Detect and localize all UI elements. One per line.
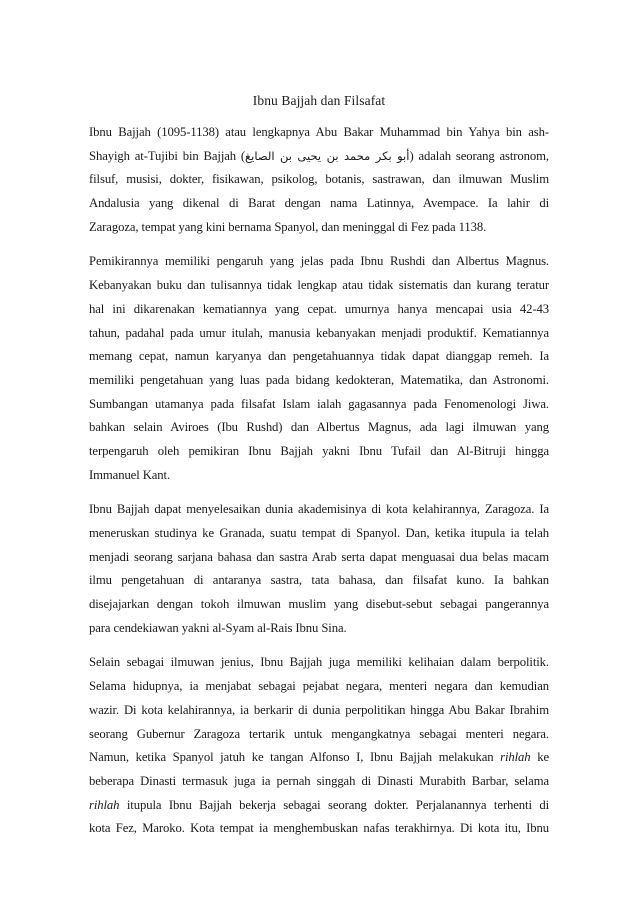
text-line: wazir. Di kota kelahirannya, ia berkarir di dunia perpolitikan hingga Abu Bakar Ibrahim	[89, 702, 549, 717]
text-line: Selama hidupnya, ia menjabat sebagai pejabat negara, menteri negara dan kemudian	[89, 679, 549, 694]
text-line: terpengaruh oleh pemikiran Ibnu Bajjah yakni Ibnu Tufail dan Al-Bitruji hingga	[89, 443, 549, 458]
text-segment: ke	[530, 750, 549, 765]
paragraph-2	[89, 250, 549, 487]
text-line: memiliki pengetahuan yang luas pada bidang kedokteran, Matematika, dan Astronomi.	[89, 372, 549, 387]
text-segment: Namun, ketika Spanyol jatuh ke tangan Alfonso I, Ibnu Bajjah melakukan	[89, 750, 501, 765]
text-line: tahun, padahal pada umur itulah, manusia kebanyakan menjadi produktif. Kematiannya	[89, 325, 549, 340]
text-segment: ) adalah seorang astronom,	[409, 148, 549, 163]
text-line: Pemikirannya memiliki pengaruh yang jelas pada Ibnu Rushdi dan Albertus Magnus.	[89, 254, 549, 269]
text-line: Kebanyakan buku dan tulisannya tidak lengkap atau tidak sistematis dan kurang teratur	[89, 278, 549, 293]
text-line: Selain sebagai ilmuwan jenius, Ibnu Bajjah juga memiliki kelihaian dalam berpolitik.	[89, 655, 549, 670]
text-line: Zaragoza, tempat yang kini bernama Spanyol, dan meninggal di Fez pada 1138.	[89, 219, 487, 234]
paragraph-1	[89, 121, 549, 239]
text-line: memang cepat, namun karyanya dan pengetahuannya tidak dapat dianggap remeh. Ia	[89, 349, 549, 364]
paragraph-4	[89, 651, 549, 841]
text-line: para cendekiawan yakni al-Syam al-Rais Ibnu Sina.	[89, 620, 347, 635]
arabic-name: أبو بكر محمد بن يحيى بن الصايغ	[245, 148, 410, 163]
paragraph-3	[89, 498, 549, 640]
text-line: Immanuel Kant.	[89, 467, 171, 482]
text-line: meneruskan studinya ke Granada, suatu tempat di Spanyol. Dan, ketika itupula ia telah	[89, 526, 549, 540]
text-line: ilmu pengetahuan di antaranya sastra, tata bahasa, dan filsafat kuno. Ia bahkan	[89, 573, 549, 588]
text-line: kota Fez, Maroko. Kota tempat ia menghembuskan nafas terakhirnya. Di kota itu, Ibnu	[89, 821, 549, 836]
text-line	[89, 794, 549, 818]
text-line: Andalusia yang dikenal di Barat dengan nama Latinnya, Avempace. Ia lahir di	[89, 196, 549, 211]
text-line: hal ini dikarenakan kematiannya yang cepat. umurnya hanya mencapai usia 42-43	[89, 301, 549, 316]
text-line: beberapa Dinasti termasuk juga ia pernah singgah di Dinasti Murabith Barbar, selama	[89, 773, 549, 788]
italic-term: rihlah	[500, 750, 531, 765]
text-line: seorang Gubernur Zaragoza tertarik untuk mengangkatnya sebagai menteri negara.	[89, 726, 549, 741]
text-line: filsuf, musisi, dokter, fisikawan, psikolog, botanis, sastrawan, dan ilmuwan Muslim	[89, 172, 549, 187]
italic-term: rihlah	[89, 797, 120, 812]
text-line: bahkan selain Aviroes (Ibu Rushd) dan Albertus Magnus, ada lagi ilmuwan yang	[89, 420, 549, 435]
document-body	[89, 121, 549, 852]
text-line	[89, 145, 549, 169]
text-segment: Shayigh at-Tujibi bin Bajjah (	[89, 148, 246, 163]
text-line: menjadi seorang sarjana bahasa dan sastra Arab serta dapat menguasai dua belas macam	[89, 549, 549, 564]
text-line	[89, 746, 549, 770]
document-title: Ibnu Bajjah dan Filsafat	[252, 93, 386, 108]
text-line: Sumbangan utamanya pada filsafat Islam ialah gagasannya pada Fenomenologi Jiwa.	[89, 396, 549, 411]
text-line: Ibnu Bajjah (1095-1138) atau lengkapnya Abu Bakar Muhammad bin Yahya bin ash-	[89, 125, 549, 139]
text-segment: itupula Ibnu Bajjah bekerja sebagai seorang dokter. Perjalanannya terhenti di	[119, 797, 549, 812]
text-line: Ibnu Bajjah dapat menyelesaikan dunia akademisinya di kota kelahirannya, Zaragoza. Ia	[89, 502, 549, 517]
text-line: disejajarkan dengan tokoh ilmuwan muslim yang disebut-sebut sebagai pangerannya	[89, 597, 549, 612]
